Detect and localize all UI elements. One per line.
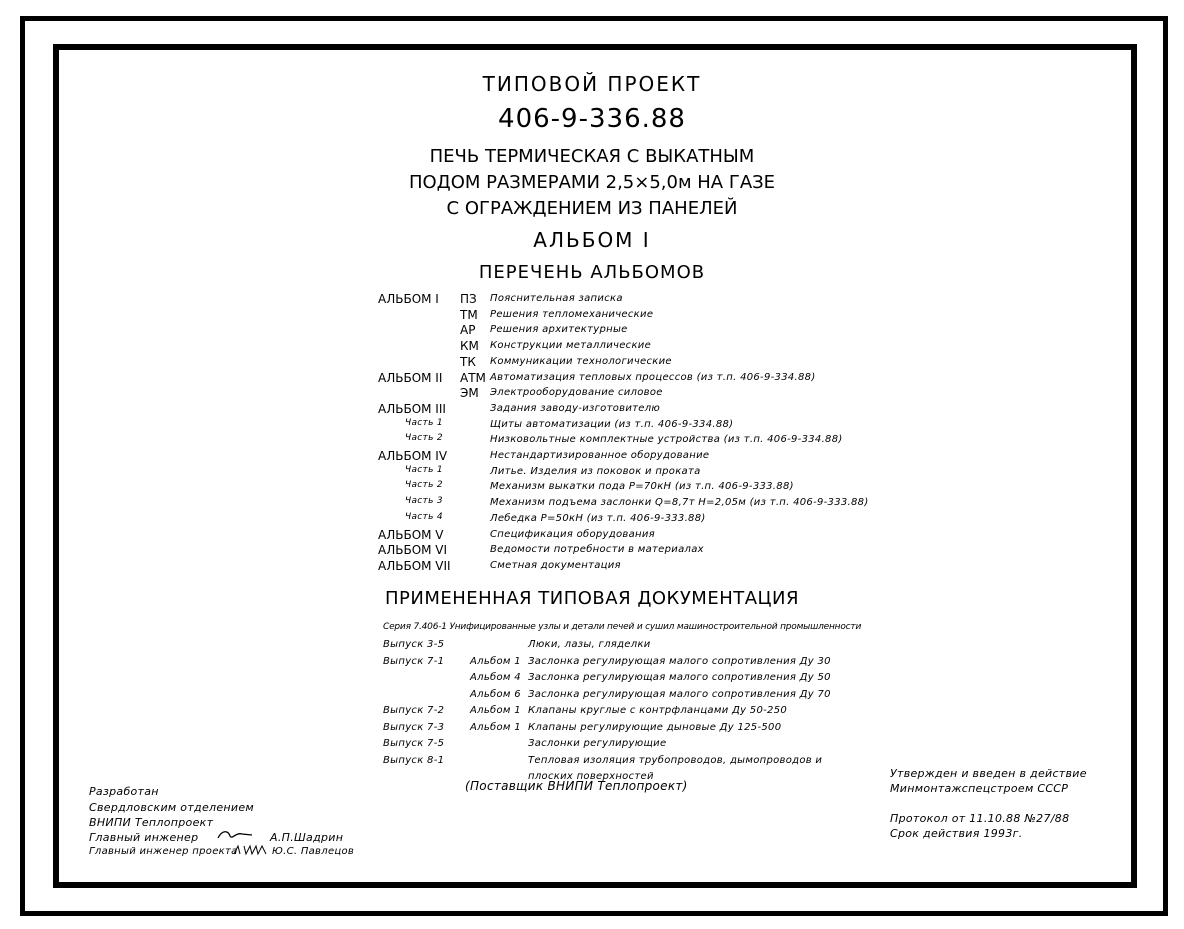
applied-text: Заслонки регулирующие [528,738,667,749]
album-list-code: КМ [460,339,479,353]
chief-project-engineer-name: Ю.С. Павлецов [272,846,355,857]
album-list-code: ЭМ [460,386,479,400]
chief-engineer-role: Главный инженер [89,831,199,844]
album-list-code: ТМ [460,308,478,322]
title-line-1: ПЕЧЬ ТЕРМИЧЕСКАЯ С ВЫКАТНЫМ [429,146,755,167]
album-list-text: Лебедка P=50кН (из т.п. 406-9-333.88) [490,513,706,524]
album-list-label: АЛЬБОМ III [378,402,446,416]
album-list-label: Часть 4 [405,512,443,522]
album-list-text: Низковольтные комплектные устройства (из т.п. 406-9-334.88) [490,434,843,445]
album-list-text: Коммуникации технологические [490,356,672,367]
album-list-code: ТК [460,355,476,369]
album-list-text: Электрооборудование силовое [490,387,663,398]
applied-album: Альбом 1 [470,656,521,667]
title-line-2: ПОДОМ РАЗМЕРАМИ 2,5×5,0м НА ГАЗЕ [408,172,776,193]
approval-line-2: Минмонтажспецстроем СССР [890,782,1069,795]
album-list-text: Сметная документация [490,560,621,571]
album-list-text: Автоматизация тепловых процессов (из т.п. 406-9-334.88) [490,372,816,383]
applied-text: Клапаны круглые с контрфланцами Ду 50-250 [528,705,788,716]
album-list-text: Спецификация оборудования [490,529,655,540]
applied-album: Альбом 6 [470,689,521,700]
album-list-text: Решения тепломеханические [490,309,654,320]
chief-project-engineer-signature [232,843,272,857]
supplier-note: (Поставщик ВНИПИ Теплопроект) [465,779,688,793]
applied-text: Заслонка регулирующая малого сопротивления Ду 30 [528,656,831,667]
project-type-heading: ТИПОВОЙ ПРОЕКТ [482,72,702,96]
chief-project-engineer-role: Главный инженер проекта [89,846,238,857]
approval-line-1: Утвержден и введен в действие [890,767,1087,780]
album-list-label: АЛЬБОМ V [378,528,444,542]
applied-issue: Выпуск 7-3 [383,722,445,733]
applied-text: Люки, лазы, гляделки [528,639,651,650]
applied-text: Заслонка регулирующая малого сопротивления Ду 50 [528,672,831,683]
album-list-label: АЛЬБОМ II [378,371,443,385]
approval-validity: Срок действия 1993г. [890,827,1023,840]
album-list-text: Щиты автоматизации (из т.п. 406-9-334.88) [490,419,734,430]
applied-issue: Выпуск 8-1 [383,755,445,766]
applied-issue: Выпуск 3-5 [383,639,445,650]
album-list-text: Ведомости потребности в материалах [490,544,704,555]
chief-engineer-name: А.П.Шадрин [270,831,344,844]
applied-text: Заслонка регулирующая малого сопротивления Ду 70 [528,689,831,700]
album-list-text: Механизм выкатки пода P=70кН (из т.п. 406-9-333.88) [490,481,794,492]
applied-issue: Выпуск 7-1 [383,656,445,667]
developer-line-2: Свердловским отделением [89,801,255,814]
project-number: 406-9-336.88 [498,104,686,134]
album-list-label: Часть 1 [405,465,443,475]
album-list-label: Часть 1 [405,418,443,428]
applied-album: Альбом 1 [470,722,521,733]
applied-text: Тепловая изоляция трубопроводов, дымопроводов и [528,755,823,766]
album-list-text: Решения архитектурные [490,324,628,335]
series-line: Серия 7.406-1 Унифицированные узлы и детали печей и сушил машиностроительной промышленности [383,622,862,632]
album-list-code: АР [460,323,476,337]
approval-protocol: Протокол от 11.10.88 №27/88 [890,812,1070,825]
developer-line-3: ВНИПИ Теплопроект [89,816,214,829]
applied-album: Альбом 4 [470,672,521,683]
album-list-code: АТМ [460,371,486,385]
developer-line-1: Разработан [89,785,159,798]
album-list-label: Часть 3 [405,496,443,506]
album-list-text: Механизм подъема заслонки Q=8,7т H=2,05м (из т.п. 406-9-333.88) [490,497,869,508]
applied-album: Альбом 1 [470,705,521,716]
chief-engineer-signature [216,828,254,842]
album-list-label: Часть 2 [405,480,443,490]
applied-issue: Выпуск 7-2 [383,705,445,716]
album-list-label: Часть 2 [405,433,443,443]
album-list-text: Задания заводу-изготовителю [490,403,661,414]
album-list-code: ПЗ [460,292,477,306]
title-line-3: С ОГРАЖДЕНИЕМ ИЗ ПАНЕЛЕЙ [446,198,738,219]
album-list-text: Пояснительная записка [490,293,623,304]
album-list-text: Литье. Изделия из поковок и проката [490,466,701,477]
album-list-text: Конструкции металлические [490,340,652,351]
applied-text: плоских поверхностей [528,771,654,782]
album-list-label: АЛЬБОМ I [378,292,439,306]
album-list-label: АЛЬБОМ VII [378,559,451,573]
album-list-text: Нестандартизированное оборудование [490,450,710,461]
album-heading: АЛЬБОМ I [533,228,651,252]
album-list-title: ПЕРЕЧЕНЬ АЛЬБОМОВ [478,262,706,283]
applied-issue: Выпуск 7-5 [383,738,445,749]
applied-docs-title: ПРИМЕНЕННАЯ ТИПОВАЯ ДОКУМЕНТАЦИЯ [384,588,799,609]
album-list-label: АЛЬБОМ IV [378,449,448,463]
album-list-label: АЛЬБОМ VI [378,543,448,557]
applied-text: Клапаны регулирующие дыновые Ду 125-500 [528,722,782,733]
